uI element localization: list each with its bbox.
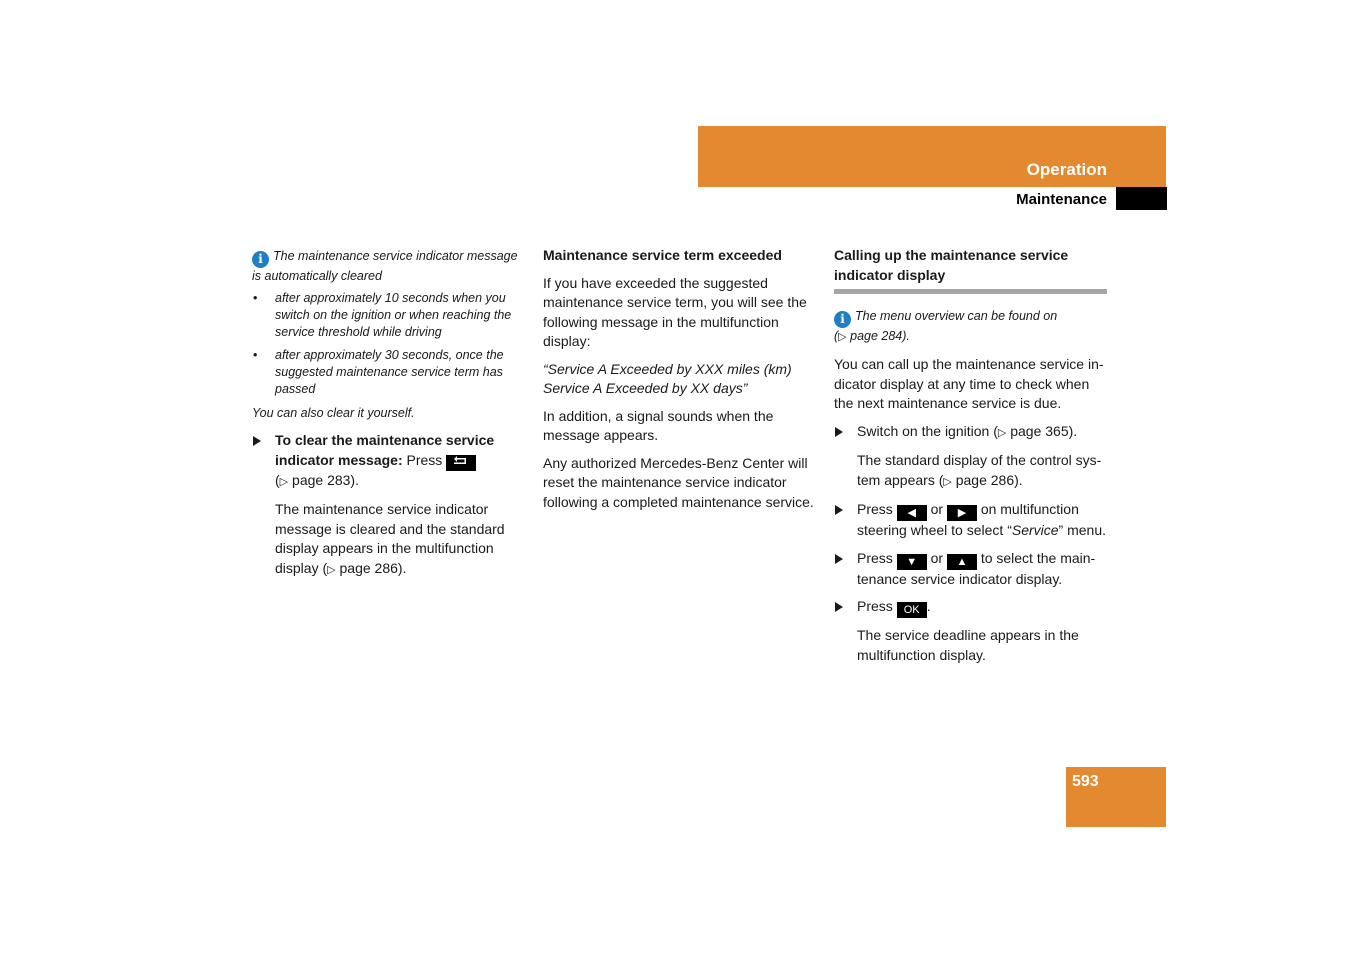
list-item: • after approximately 10 seconds when you switch on the ignition or when reaching the service threshold while driving (253, 291, 512, 339)
list-item: • after approximately 30 seconds, once the suggested maintenance service term has passed (253, 348, 504, 396)
column-right (834, 246, 1107, 665)
info-note (252, 248, 527, 285)
display-message-quote: “Service A Exceeded by XXX miles (km) Service A Exceeded by XX days” (543, 360, 792, 396)
section-tab-marker (1116, 187, 1167, 210)
step-arrow-icon (835, 505, 843, 515)
step-arrow-icon (835, 554, 843, 564)
step-arrow-icon (253, 436, 261, 446)
note-outro: You can also clear it yourself. (252, 406, 415, 420)
page-reference: page 365). (1010, 422, 1078, 439)
step-result: The service deadline appears in the multifunction display. (857, 627, 1079, 663)
page-reference: page 286). (339, 559, 407, 576)
arrow-left-key-icon: ◀ (897, 505, 927, 521)
step-result: The standard display of the control sys-tem appears (▷ page 286). (857, 452, 1102, 488)
column-left (252, 246, 527, 580)
bullet-list (252, 290, 527, 398)
section-heading: Maintenance service term exceeded (543, 247, 782, 263)
back-key-icon (446, 455, 476, 471)
bullet-text: after approximately 30 seconds, once the suggested maintenance service term has passed (275, 348, 504, 396)
ok-key: OK (897, 602, 927, 618)
step-arrow-icon (835, 427, 843, 437)
column-middle (543, 246, 818, 512)
bullet-text: after approximately 10 seconds when you switch on the ignition or when reaching the service threshold while driving (275, 291, 512, 339)
paragraph: You can call up the maintenance service in-dicator display at any time to check when the next maintenance service is due. (834, 356, 1104, 411)
arrow-up-key-icon: ▲ (947, 554, 977, 570)
step-bold-text: To clear the maintenance service indicator message: (275, 432, 495, 468)
instruction-step: Press ▼ or ▲ to select the main-tenance service indicator display. (834, 549, 1107, 590)
instruction-step: Press ◀ or ▶ on multifunction steering wheel to select “Service” menu. (834, 500, 1107, 541)
instruction-step: Switch on the ignition (▷ page 365). (834, 422, 1107, 444)
subsection-title: Maintenance (1016, 191, 1107, 208)
heading-rule (834, 289, 1107, 294)
info-icon: i (252, 251, 269, 268)
section-title: Operation (1026, 160, 1107, 179)
paragraph: If you have exceeded the suggested maintenance service term, you will see the following message in the multifunction display: (543, 274, 807, 349)
page-reference: page 284). (850, 329, 910, 343)
instruction-step: To clear the maintenance service indicator message: Press (▷ page 283). (252, 431, 527, 492)
page-reference: page 286). (955, 471, 1023, 488)
page-reference: page 283). (292, 471, 359, 488)
instruction-step: Press OK . (834, 597, 1107, 618)
paragraph: In addition, a signal sounds when the message appears. (543, 407, 774, 443)
note-intro: The maintenance service indicator message is automatically cleared (252, 249, 518, 283)
paragraph: Any authorized Mercedes-Benz Center will reset the maintenance service indicator following a completed maintenance service. (543, 454, 814, 510)
page-number: 593 (1072, 773, 1099, 790)
arrow-down-key-icon: ▼ (897, 554, 927, 570)
section-heading: Calling up the maintenance service indicator display (834, 247, 1069, 283)
info-note: i The menu overview can be found on (▷ page 284). (834, 309, 1058, 343)
step-result: The maintenance service indicator message is cleared and the standard display appears in the multifunction display (▷ page 286). (275, 501, 505, 576)
arrow-right-key-icon: ▶ (947, 505, 977, 521)
step-arrow-icon (835, 602, 843, 612)
step-press-text: Press (406, 451, 443, 468)
info-icon: i (834, 311, 851, 328)
